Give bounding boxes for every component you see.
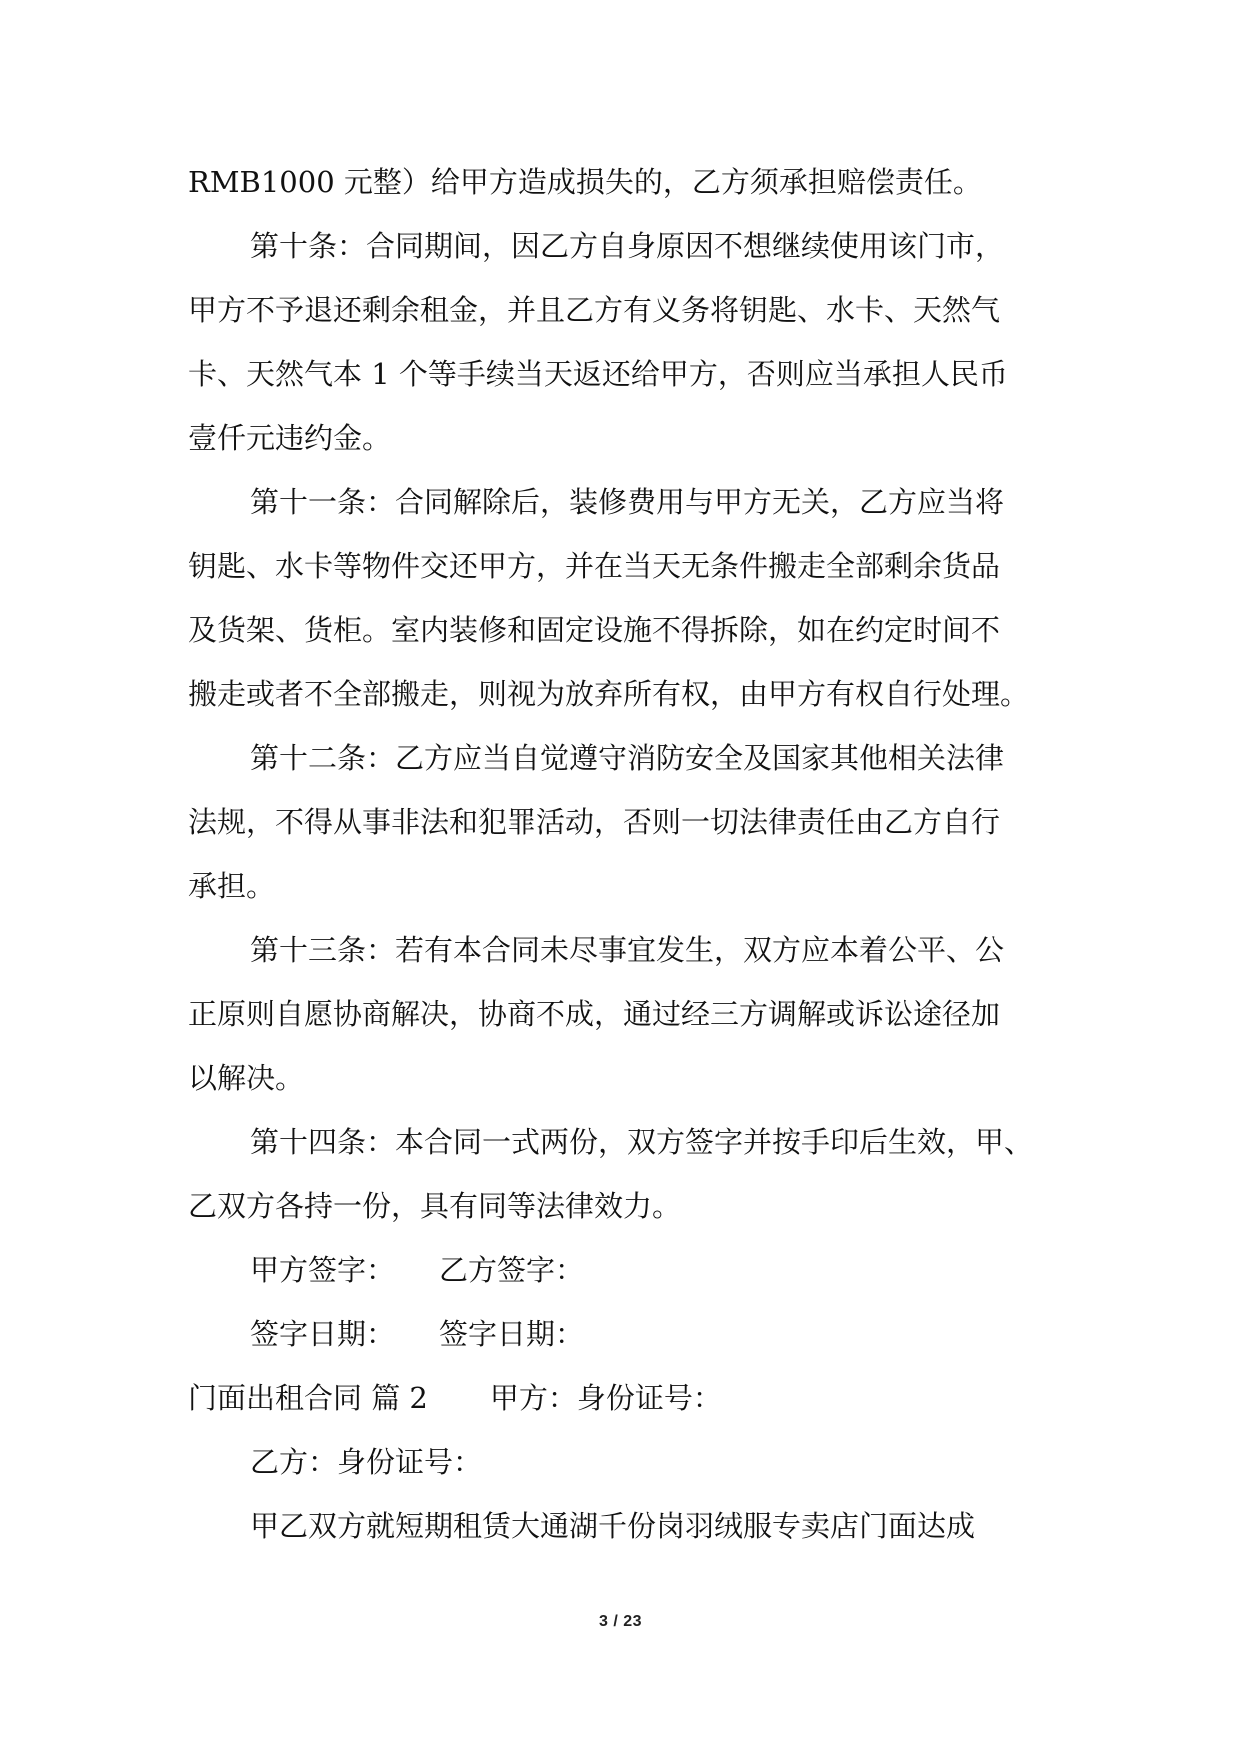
section-two-heading-row: [188, 1366, 1058, 1430]
clause-11-line: 第十一条：合同解除后，装修费用与甲方无关，乙方应当将: [250, 485, 1005, 519]
text-line: 甲方不予退还剩余租金，并且乙方有义务将钥匙、水卡、天然气: [188, 293, 1001, 327]
page-number: 3 / 23: [598, 1613, 643, 1630]
text-line: 承担。: [188, 869, 276, 903]
text-line: RMB1000 元整）给甲方造成损失的，乙方须承担赔偿责任。: [188, 165, 982, 199]
text-line: 钥匙、水卡等物件交还甲方，并在当天无条件搬走全部剩余货品: [188, 549, 1001, 583]
signature-row: [188, 1238, 1058, 1302]
clause-13-line: 第十三条：若有本合同未尽事宜发生，双方应本着公平、公: [250, 933, 1005, 967]
text-line: 乙双方各持一份，具有同等法律效力。: [188, 1189, 682, 1223]
text-line: 以解决。: [188, 1061, 305, 1095]
section-two-intro-line: 甲乙双方就短期租赁大通湖千份岗羽绒服专卖店门面达成: [250, 1509, 976, 1543]
clause-12-line: 第十二条：乙方应当自觉遵守消防安全及国家其他相关法律: [250, 741, 1005, 775]
party-a-signature-label: 甲方签字：: [250, 1253, 396, 1287]
text-line: 搬走或者不全部搬走，则视为放弃所有权，由甲方有权自行处理。: [188, 677, 1030, 711]
clause-14-line: 第十四条：本合同一式两份，双方签字并按手印后生效，甲、: [250, 1125, 1034, 1159]
party-a-date-label: 签字日期：: [250, 1317, 396, 1351]
signature-date-row: [188, 1302, 1058, 1366]
text-line: 正原则自愿协商解决，协商不成，通过经三方调解或诉讼途径加: [188, 997, 1001, 1031]
clause-10-line: 第十条：合同期间，因乙方自身原因不想继续使用该门市，: [250, 229, 1005, 263]
party-a-id-label: 甲方：身份证号：: [489, 1381, 722, 1415]
party-b-date-label: 签字日期：: [439, 1317, 585, 1351]
document-body: [188, 150, 1058, 1558]
text-line: 及货架、货柜。室内装修和固定设施不得拆除，如在约定时间不: [188, 613, 1001, 647]
party-b-signature-label: 乙方签字：: [439, 1253, 585, 1287]
text-line: 卡、天然气本 1 个等手续当天返还给甲方，否则应当承担人民币: [188, 357, 1008, 391]
section-two-title: 门面出租合同 篇 2: [188, 1381, 428, 1415]
text-line: 法规，不得从事非法和犯罪活动，否则一切法律责任由乙方自行: [188, 805, 1001, 839]
text-line: 壹仟元违约金。: [188, 421, 392, 455]
party-b-id-label: 乙方：身份证号：: [250, 1445, 483, 1479]
